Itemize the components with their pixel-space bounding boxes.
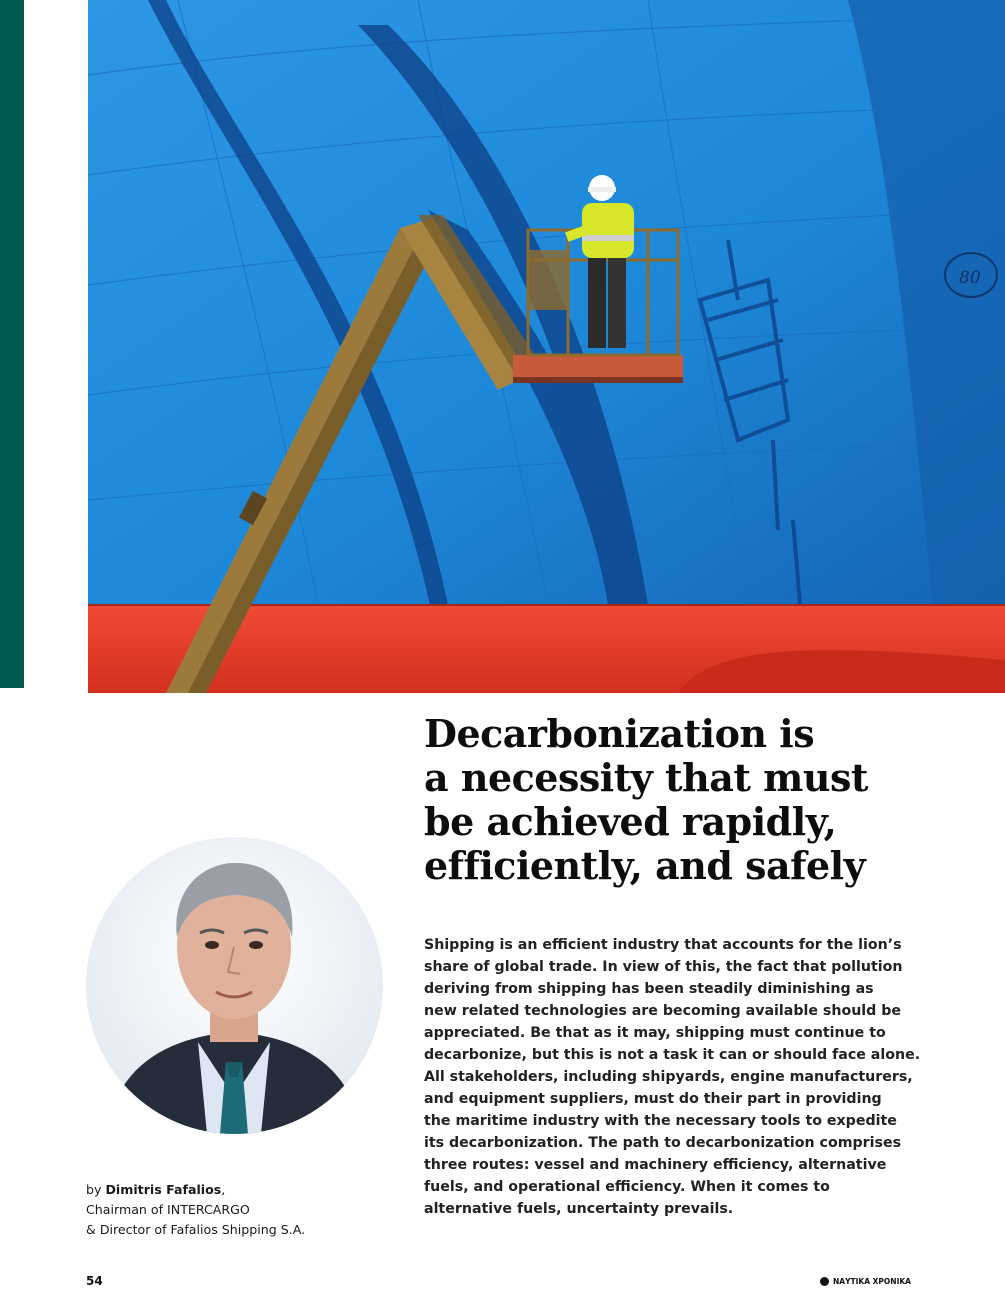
hero-photo-ship-hull <box>88 0 1005 693</box>
page-number: 54 <box>86 1274 103 1288</box>
headline-line: a necessity that must <box>424 755 868 800</box>
publication-name: ΝΑΥΤΙΚΑ ΧΡΟΝΙΚΑ <box>833 1277 911 1286</box>
accent-side-bar <box>0 0 24 688</box>
intro-line: deriving from shipping has been steadily diminishing as <box>424 981 874 997</box>
intro-line: new related technologies are becoming available should be <box>424 1003 902 1019</box>
hull-mark-label: 80 <box>959 268 981 288</box>
byline-name-line <box>86 1180 386 1200</box>
headline-line: be achieved rapidly, <box>424 799 837 844</box>
intro-line: alternative fuels, uncertainty prevails. <box>424 1201 734 1217</box>
author-name: Dimitris Fafalios <box>105 1182 222 1197</box>
intro-line: appreciated. Be that as it may, shipping must continue to <box>424 1025 886 1041</box>
publication-logo-icon <box>820 1277 829 1286</box>
intro-line: and equipment suppliers, must do their part in providing <box>424 1091 882 1107</box>
headline-line: efficiently, and safely <box>424 843 866 888</box>
author-portrait <box>86 837 383 1134</box>
intro-line: decarbonize, but this is not a task it can or should face alone. <box>424 1047 921 1063</box>
intro-line: share of global trade. In view of this, the fact that pollution <box>424 959 903 975</box>
author-role-2: & Director of Fafalios Shipping S.A. <box>86 1222 306 1237</box>
intro-line: Shipping is an efficient industry that accounts for the lion’s <box>424 937 902 953</box>
publication-masthead <box>820 1277 911 1286</box>
article-headline <box>424 712 984 888</box>
intro-line: its decarbonization. The path to decarbonization comprises <box>424 1135 902 1151</box>
article-intro <box>424 934 924 1220</box>
intro-line: All stakeholders, including shipyards, engine manufacturers, <box>424 1069 913 1085</box>
byline-comma: , <box>221 1182 226 1197</box>
intro-line: three routes: vessel and machinery efficiency, alternative <box>424 1157 887 1173</box>
author-role-1: Chairman of INTERCARGO <box>86 1202 250 1217</box>
headline-line: Decarbonization is <box>424 711 815 756</box>
author-byline <box>86 1180 386 1240</box>
intro-line: fuels, and operational efficiency. When it comes to <box>424 1179 830 1195</box>
byline-prefix: by <box>86 1182 102 1197</box>
intro-line: the maritime industry with the necessary tools to expedite <box>424 1113 897 1129</box>
